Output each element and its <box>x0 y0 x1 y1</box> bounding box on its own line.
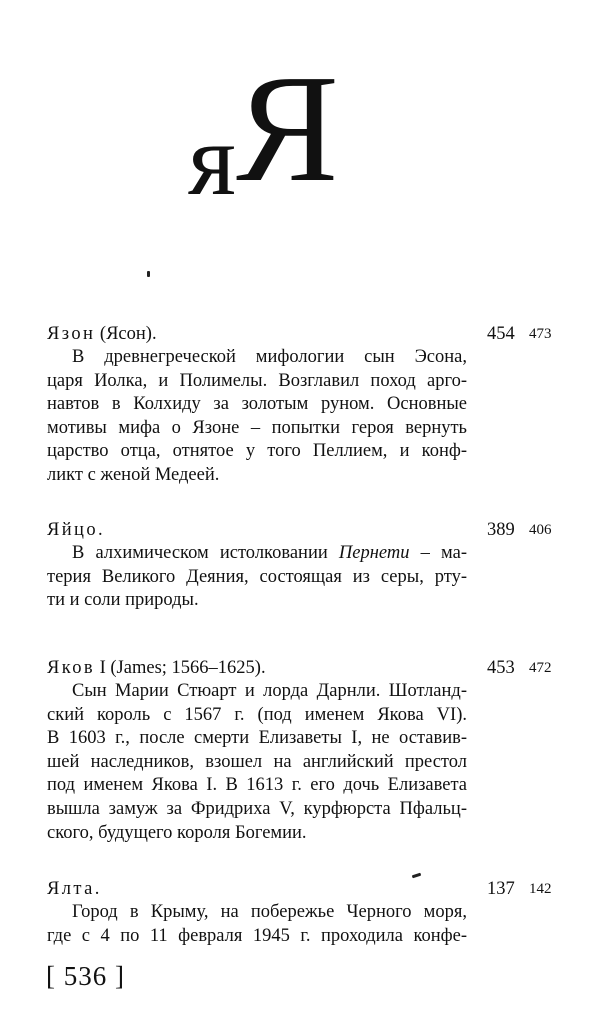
text-line: В 1603 г., после смерти Елизаветы I, не оставив- <box>47 728 467 749</box>
entry-title-extra: (Ясон). <box>95 324 157 344</box>
entry-page-ref-2: 142 <box>529 881 552 897</box>
entry-page-ref-1: 137 <box>487 879 515 899</box>
text-line: навтов в Колхиду за золотым руном. Основные <box>47 394 467 415</box>
entry-page-ref-2: 473 <box>529 326 552 342</box>
text-line <box>47 542 467 566</box>
entry-heading <box>47 656 557 680</box>
entry-egg <box>47 518 557 613</box>
entry-title: Ялта. <box>47 879 102 899</box>
entry-page-ref-1: 453 <box>487 658 515 678</box>
entry-page-ref-1: 454 <box>487 324 515 344</box>
entry-title: Яйцо. <box>47 520 106 540</box>
text-line: вышла замуж за Фридриха V, курфюрста Пфальц- <box>47 798 467 819</box>
entry-text <box>47 680 467 845</box>
text-line: царя Иолка, и Полимелы. Возглавил поход арго- <box>47 370 467 391</box>
entry-heading <box>47 322 557 346</box>
text-line: терия Великого Деяния, состоящая из серы, рту- <box>47 566 467 587</box>
text-line: ти и соли природы. <box>47 590 199 611</box>
entry-yalta <box>47 877 557 948</box>
entry-title-extra: I (James; 1566–1625). <box>94 658 266 678</box>
entry-jason <box>47 322 557 488</box>
text-run: В алхимическом истолковании <box>72 543 339 563</box>
text-line: шей наследников, взошел на английский престол <box>47 751 467 772</box>
entry-page-ref-1: 389 <box>487 520 515 540</box>
text-line: Сын Марии Стюарт и лорда Дарнли. Шотланд- <box>72 681 467 701</box>
text-run-italic: Пернети <box>338 543 410 563</box>
entry-heading <box>47 518 557 542</box>
entry-page-ref-2: 472 <box>529 660 552 676</box>
text-line: под именем Якова I. В 1613 г. его дочь Елизавета <box>47 775 467 796</box>
page-number: [ 536 ] <box>46 961 125 991</box>
text-line: где с 4 по 11 февраля 1945 г. проходила конфе- <box>47 925 467 946</box>
entry-text <box>47 346 467 488</box>
text-line: ского, будущего короля Богемии. <box>47 822 307 843</box>
text-line: мотивы мифа о Язоне – попытки героя вернуть <box>47 417 467 438</box>
entry-james <box>47 656 557 845</box>
entry-text <box>47 901 467 948</box>
section-letter-uppercase: Я <box>236 44 339 214</box>
text-line: ский король с 1567 г. (под именем Якова VI). <box>47 704 467 725</box>
entry-heading <box>47 877 557 901</box>
entry-title: Яков <box>47 658 95 678</box>
text-line: ликт с женой Медеей. <box>47 464 220 485</box>
ink-speck <box>147 271 150 277</box>
entry-page-ref-2: 406 <box>529 522 552 538</box>
section-letter-heading <box>188 44 348 217</box>
entry-text <box>47 542 467 613</box>
text-run: – ма- <box>409 543 467 563</box>
section-letter-lowercase: я <box>188 102 232 217</box>
text-line: Город в Крыму, на побережье Черного моря, <box>72 902 467 922</box>
text-line: В древнегреческой мифологии сын Эсона, <box>72 347 467 367</box>
entry-title: Язон <box>47 324 96 344</box>
text-line: царство отца, отнятое у того Пеллием, и конф- <box>47 441 467 462</box>
